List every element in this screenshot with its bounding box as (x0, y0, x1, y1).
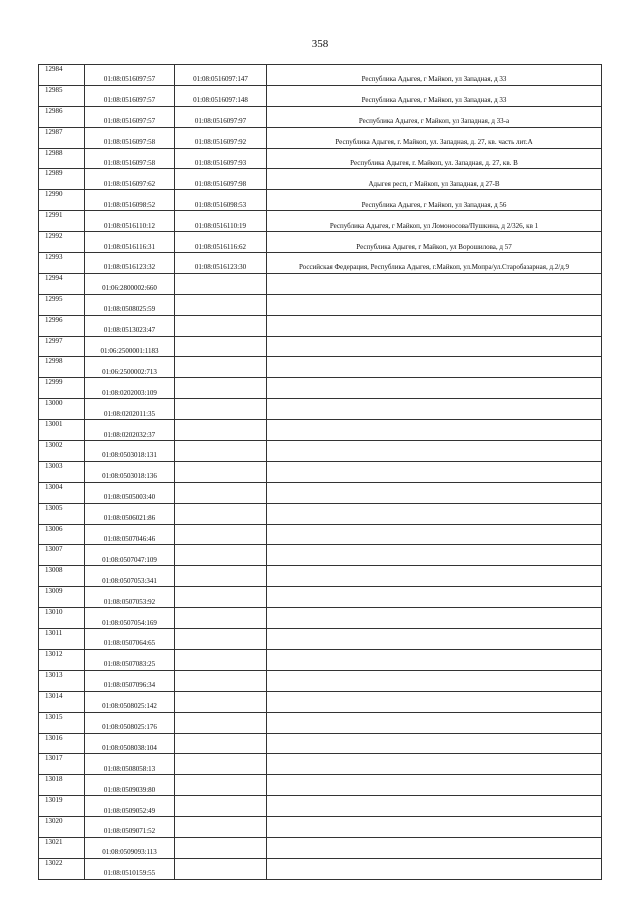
address (267, 378, 602, 399)
address: Республика Адыгея, г Майкоп, ул Западная, д 56 (267, 190, 602, 211)
row-number: 13020 (39, 817, 85, 838)
object-cadastral-number (175, 315, 267, 336)
row-number: 12996 (39, 315, 85, 336)
row-number: 13006 (39, 524, 85, 545)
address (267, 796, 602, 817)
object-cadastral-number: 01:08:0516098:53 (175, 190, 267, 211)
table-row (39, 775, 602, 796)
address (267, 817, 602, 838)
object-cadastral-number: 01:08:0516110:19 (175, 211, 267, 232)
cadastral-number: 01:08:0507047:109 (85, 545, 175, 566)
cadastral-number: 01:08:0507096:34 (85, 670, 175, 691)
address (267, 587, 602, 608)
address (267, 294, 602, 315)
table-row (39, 315, 602, 336)
table-row (39, 211, 602, 232)
row-number: 13017 (39, 754, 85, 775)
object-cadastral-number (175, 733, 267, 754)
object-cadastral-number (175, 461, 267, 482)
row-number: 13011 (39, 629, 85, 650)
object-cadastral-number (175, 524, 267, 545)
cadastral-number: 01:06:2800002:660 (85, 273, 175, 294)
address (267, 754, 602, 775)
cadastral-number: 01:08:0503018:136 (85, 461, 175, 482)
address (267, 566, 602, 587)
address: Республика Адыгея, г. Майкоп, ул. Западная, д. 27, кв. В (267, 148, 602, 169)
row-number: 13005 (39, 503, 85, 524)
table-row (39, 733, 602, 754)
address (267, 691, 602, 712)
object-cadastral-number (175, 691, 267, 712)
address (267, 399, 602, 420)
table-row (39, 754, 602, 775)
table-row (39, 858, 602, 879)
cadastral-number: 01:08:0507064:65 (85, 629, 175, 650)
row-number: 13014 (39, 691, 85, 712)
address (267, 461, 602, 482)
row-number: 13004 (39, 482, 85, 503)
address (267, 420, 602, 441)
registry-table (38, 64, 602, 880)
cadastral-number: 01:08:0508025:142 (85, 691, 175, 712)
address: Адыгея респ, г Майкоп, ул Западная, д 27-В (267, 169, 602, 190)
cadastral-number: 01:08:0202032:37 (85, 420, 175, 441)
object-cadastral-number (175, 503, 267, 524)
table-row (39, 190, 602, 211)
cadastral-number: 01:08:0507046:46 (85, 524, 175, 545)
table-row (39, 817, 602, 838)
table-row (39, 482, 602, 503)
table-row (39, 357, 602, 378)
address (267, 837, 602, 858)
address (267, 482, 602, 503)
address (267, 608, 602, 629)
table-row (39, 378, 602, 399)
table-row (39, 106, 602, 127)
cadastral-number: 01:08:0507053:92 (85, 587, 175, 608)
object-cadastral-number (175, 357, 267, 378)
row-number: 13015 (39, 712, 85, 733)
table-row (39, 420, 602, 441)
row-number: 12987 (39, 127, 85, 148)
object-cadastral-number (175, 837, 267, 858)
address (267, 712, 602, 733)
address: Республика Адыгея, г Майкоп, ул Ворошилова, д 57 (267, 232, 602, 253)
row-number: 13007 (39, 545, 85, 566)
object-cadastral-number (175, 649, 267, 670)
table-row (39, 566, 602, 587)
row-number: 12998 (39, 357, 85, 378)
row-number: 12986 (39, 106, 85, 127)
row-number: 13010 (39, 608, 85, 629)
table-row (39, 608, 602, 629)
cadastral-number: 01:06:2500002:713 (85, 357, 175, 378)
object-cadastral-number (175, 399, 267, 420)
object-cadastral-number (175, 441, 267, 462)
address (267, 336, 602, 357)
object-cadastral-number (175, 420, 267, 441)
cadastral-number: 01:08:0508058:13 (85, 754, 175, 775)
address (267, 670, 602, 691)
table-row (39, 837, 602, 858)
cadastral-number: 01:08:0516097:58 (85, 148, 175, 169)
object-cadastral-number (175, 670, 267, 691)
cadastral-number: 01:08:0516097:57 (85, 85, 175, 106)
table-row (39, 629, 602, 650)
object-cadastral-number (175, 336, 267, 357)
row-number: 13012 (39, 649, 85, 670)
cadastral-number: 01:08:0508025:176 (85, 712, 175, 733)
row-number: 12990 (39, 190, 85, 211)
cadastral-number: 01:08:0509093:113 (85, 837, 175, 858)
address (267, 357, 602, 378)
cadastral-number: 01:08:0509039:80 (85, 775, 175, 796)
row-number: 12992 (39, 232, 85, 253)
row-number: 12988 (39, 148, 85, 169)
address: Республика Адыгея, г Майкоп, ул Западная, д 33 (267, 85, 602, 106)
address: Российская Федерация, Республика Адыгея, г.Майкоп, ул.Мопра/ул.Старобазарная, д.2/д.9 (267, 253, 602, 274)
address (267, 273, 602, 294)
object-cadastral-number (175, 566, 267, 587)
address (267, 629, 602, 650)
object-cadastral-number: 01:08:0516097:147 (175, 65, 267, 86)
table-row (39, 503, 602, 524)
table-row (39, 65, 602, 86)
cadastral-number: 01:08:0507083:25 (85, 649, 175, 670)
object-cadastral-number: 01:08:0516097:92 (175, 127, 267, 148)
row-number: 13001 (39, 420, 85, 441)
row-number: 12989 (39, 169, 85, 190)
table-row (39, 148, 602, 169)
object-cadastral-number (175, 273, 267, 294)
table-row (39, 232, 602, 253)
cadastral-number: 01:08:0505003:40 (85, 482, 175, 503)
row-number: 13019 (39, 796, 85, 817)
object-cadastral-number (175, 817, 267, 838)
cadastral-number: 01:08:0503018:131 (85, 441, 175, 462)
table-row (39, 461, 602, 482)
table-row (39, 545, 602, 566)
table-row (39, 85, 602, 106)
cadastral-number: 01:08:0508025:59 (85, 294, 175, 315)
object-cadastral-number (175, 754, 267, 775)
cadastral-number: 01:08:0509071:52 (85, 817, 175, 838)
object-cadastral-number: 01:08:0516097:148 (175, 85, 267, 106)
row-number: 13022 (39, 858, 85, 879)
row-number: 12999 (39, 378, 85, 399)
address (267, 649, 602, 670)
address (267, 733, 602, 754)
page-number: 358 (311, 38, 329, 50)
cadastral-number: 01:08:0516098:52 (85, 190, 175, 211)
cadastral-number: 01:08:0510159:55 (85, 858, 175, 879)
cadastral-number: 01:08:0516123:32 (85, 253, 175, 274)
table-row (39, 253, 602, 274)
row-number: 12993 (39, 253, 85, 274)
object-cadastral-number (175, 629, 267, 650)
address: Республика Адыгея, г Майкоп, ул Западная, д 33 (267, 65, 602, 86)
cadastral-number: 01:06:2500001:1183 (85, 336, 175, 357)
address (267, 775, 602, 796)
cadastral-number: 01:08:0509052:49 (85, 796, 175, 817)
object-cadastral-number (175, 294, 267, 315)
cadastral-number: 01:08:0516110:12 (85, 211, 175, 232)
object-cadastral-number (175, 608, 267, 629)
address (267, 545, 602, 566)
object-cadastral-number: 01:08:0516097:97 (175, 106, 267, 127)
row-number: 12994 (39, 273, 85, 294)
table-row (39, 587, 602, 608)
object-cadastral-number (175, 775, 267, 796)
object-cadastral-number: 01:08:0516123:30 (175, 253, 267, 274)
address (267, 524, 602, 545)
object-cadastral-number (175, 378, 267, 399)
row-number: 12997 (39, 336, 85, 357)
object-cadastral-number (175, 545, 267, 566)
row-number: 12991 (39, 211, 85, 232)
address (267, 315, 602, 336)
table-row (39, 712, 602, 733)
table-row (39, 273, 602, 294)
cadastral-number: 01:08:0508038:104 (85, 733, 175, 754)
row-number: 13000 (39, 399, 85, 420)
row-number: 13021 (39, 837, 85, 858)
cadastral-number: 01:08:0507053:341 (85, 566, 175, 587)
row-number: 13013 (39, 670, 85, 691)
table-row (39, 691, 602, 712)
table-row (39, 294, 602, 315)
cadastral-number: 01:08:0516097:58 (85, 127, 175, 148)
object-cadastral-number (175, 587, 267, 608)
cadastral-number: 01:08:0202011:35 (85, 399, 175, 420)
object-cadastral-number (175, 482, 267, 503)
table-row (39, 169, 602, 190)
object-cadastral-number (175, 858, 267, 879)
address: Республика Адыгея, г Майкоп, ул Западная, д 33-а (267, 106, 602, 127)
row-number: 13018 (39, 775, 85, 796)
table-row (39, 670, 602, 691)
cadastral-number: 01:08:0513023:47 (85, 315, 175, 336)
object-cadastral-number (175, 796, 267, 817)
cadastral-number: 01:08:0516097:57 (85, 65, 175, 86)
row-number: 12985 (39, 85, 85, 106)
object-cadastral-number (175, 712, 267, 733)
table-row (39, 441, 602, 462)
row-number: 12984 (39, 65, 85, 86)
row-number: 13009 (39, 587, 85, 608)
object-cadastral-number: 01:08:0516097:98 (175, 169, 267, 190)
cadastral-number: 01:08:0516097:57 (85, 106, 175, 127)
address (267, 503, 602, 524)
address (267, 441, 602, 462)
object-cadastral-number: 01:08:0516116:62 (175, 232, 267, 253)
object-cadastral-number: 01:08:0516097:93 (175, 148, 267, 169)
cadastral-number: 01:08:0202003:109 (85, 378, 175, 399)
cadastral-number: 01:08:0507054:169 (85, 608, 175, 629)
table-row (39, 524, 602, 545)
table-row (39, 796, 602, 817)
cadastral-number: 01:08:0516116:31 (85, 232, 175, 253)
registry-table-body (39, 65, 602, 880)
row-number: 13016 (39, 733, 85, 754)
table-row (39, 399, 602, 420)
address: Республика Адыгея, г. Майкоп, ул. Западная, д. 27, кв. часть лит.А (267, 127, 602, 148)
cadastral-number: 01:08:0516097:62 (85, 169, 175, 190)
table-row (39, 649, 602, 670)
row-number: 13003 (39, 461, 85, 482)
row-number: 13002 (39, 441, 85, 462)
address: Республика Адыгея, г Майкоп, ул Ломоносова/Пушкина, д 2/326, кв 1 (267, 211, 602, 232)
cadastral-number: 01:08:0506021:86 (85, 503, 175, 524)
table-row (39, 127, 602, 148)
row-number: 13008 (39, 566, 85, 587)
row-number: 12995 (39, 294, 85, 315)
address (267, 858, 602, 879)
table-row (39, 336, 602, 357)
